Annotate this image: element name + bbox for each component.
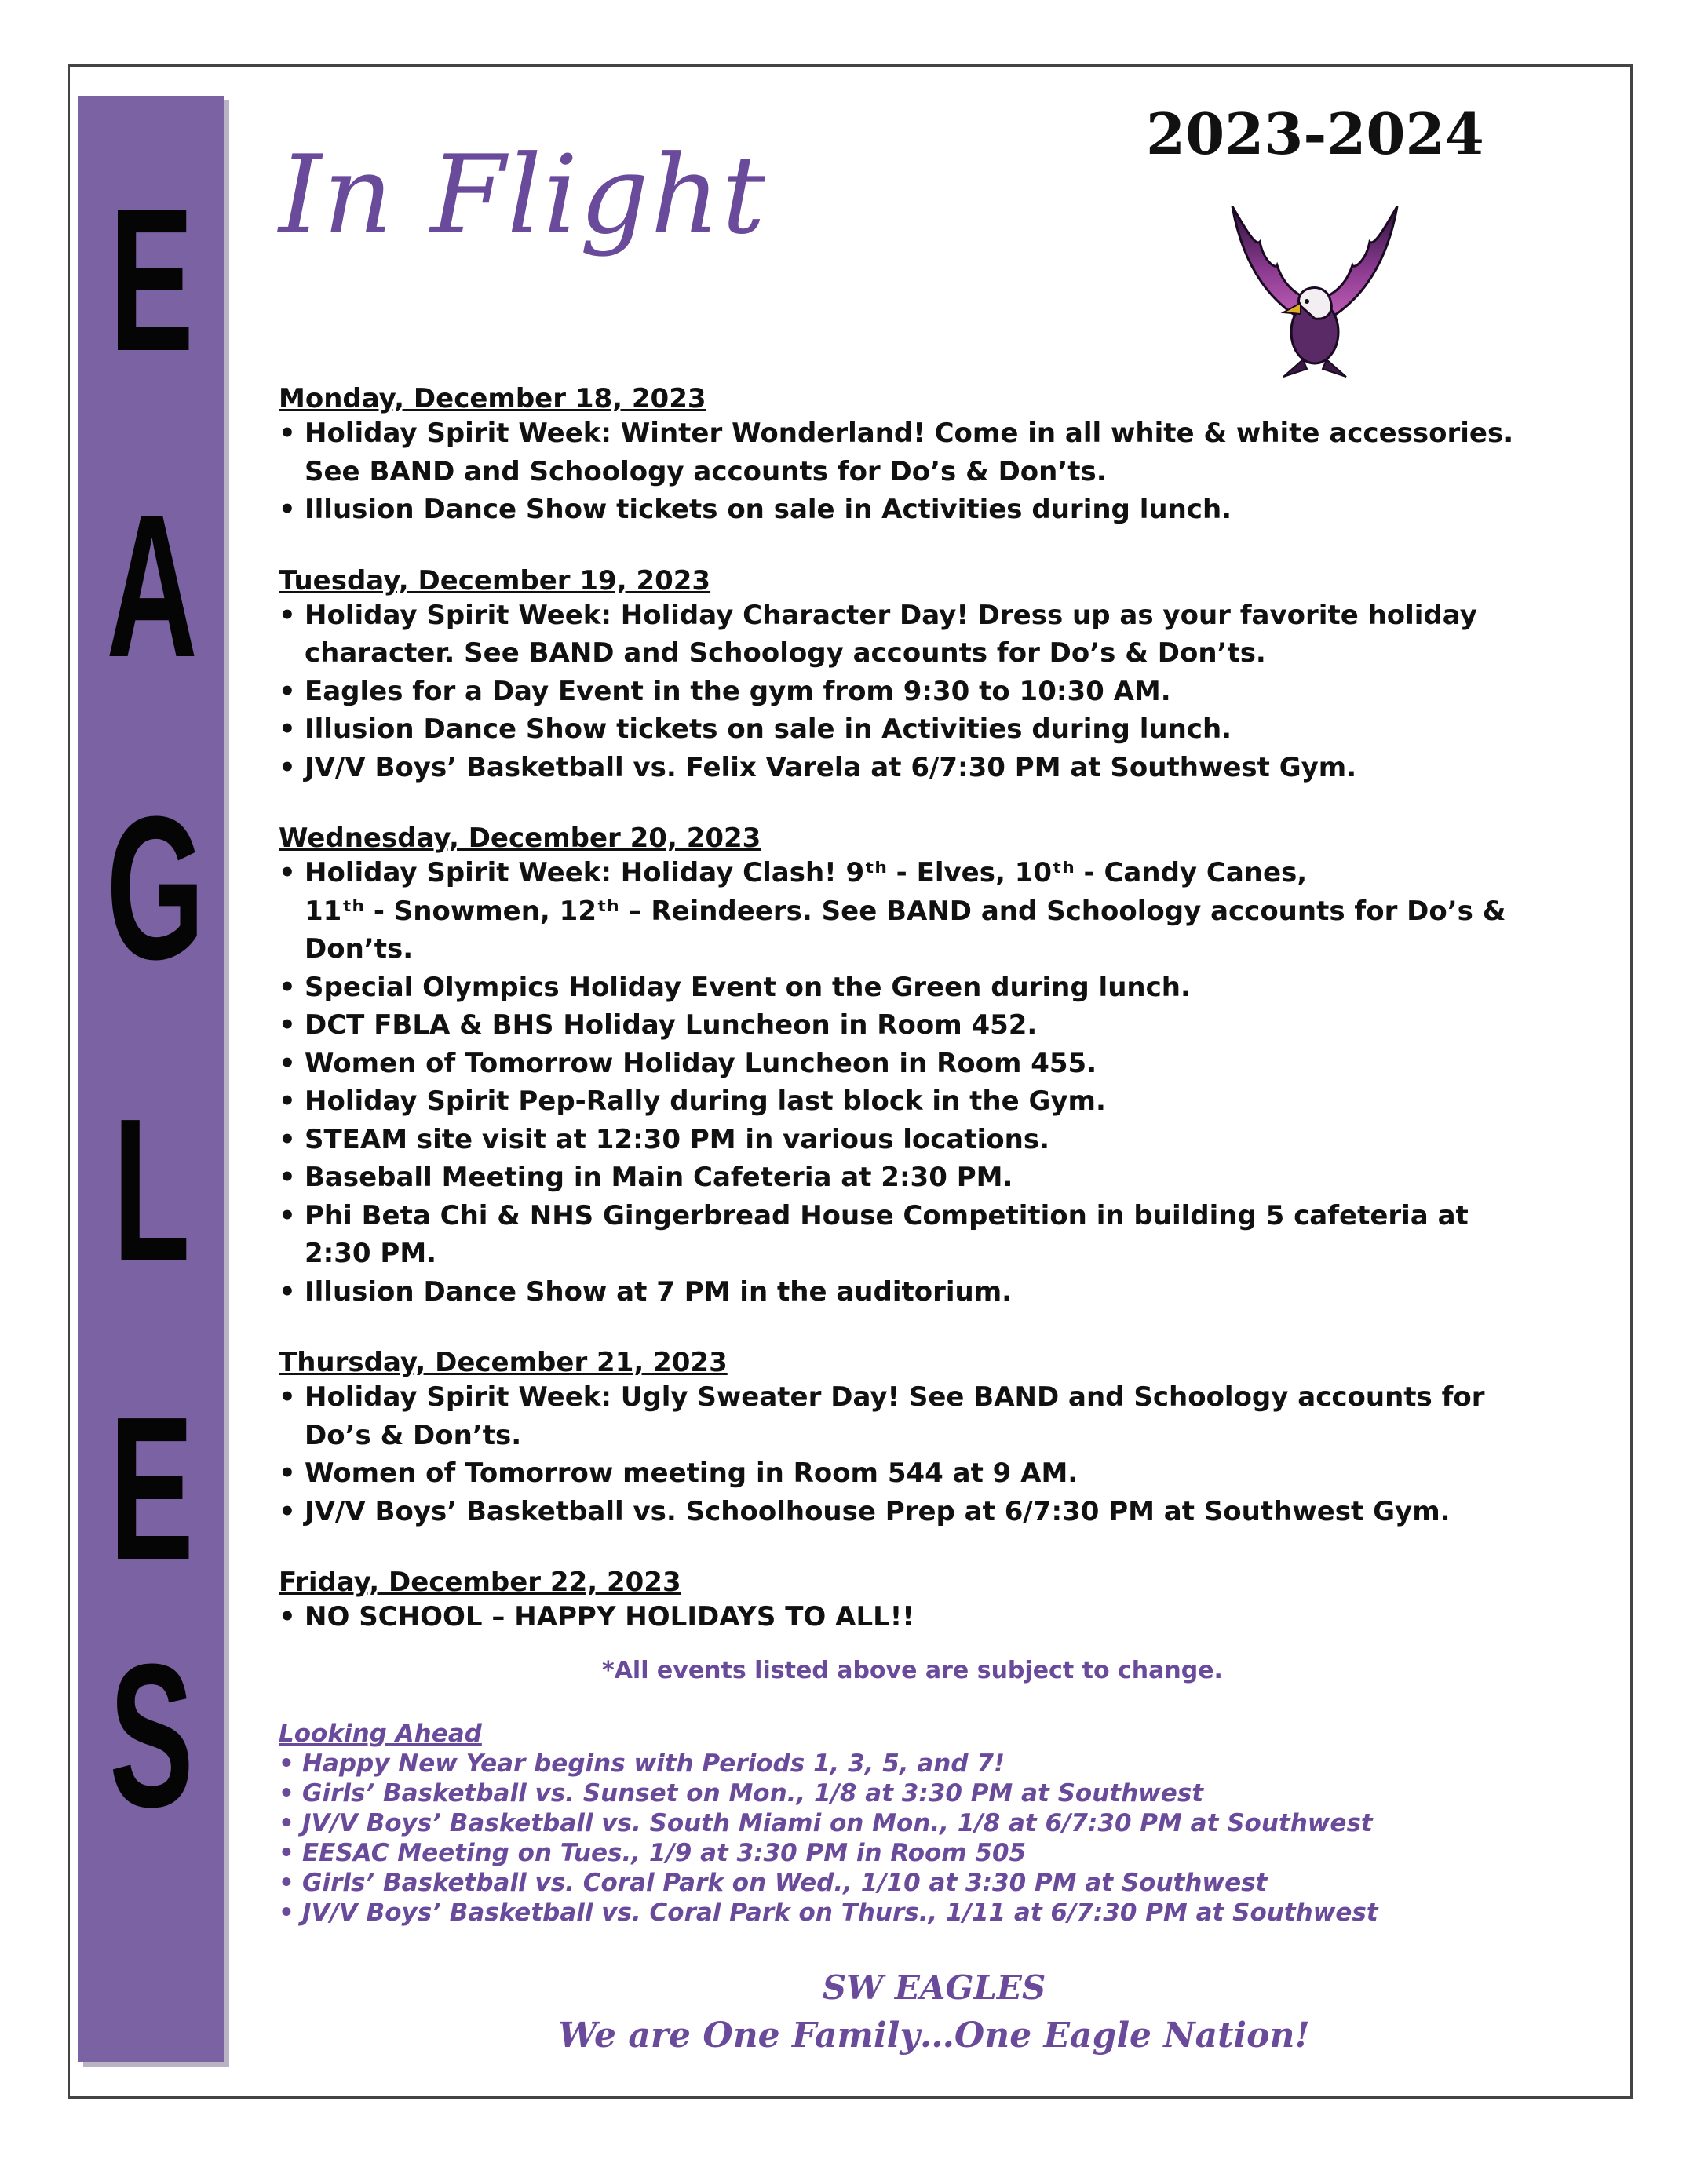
day-section (279, 565, 1574, 787)
event-item: • DCT FBLA & BHS Holiday Luncheon in Room 452. (279, 1006, 1574, 1045)
footer-school-name: SW EAGLES (822, 1968, 1046, 2007)
looking-ahead-item: • JV/V Boys’ Basketball vs. South Miami on Mon., 1/8 at 6/7:30 PM at Southwest (279, 1808, 1574, 1838)
event-list (279, 596, 1574, 787)
eagle-icon (1228, 202, 1401, 383)
looking-ahead-item: • EESAC Meeting on Tues., 1/9 at 3:30 PM in Room 505 (279, 1838, 1574, 1868)
event-item: • JV/V Boys’ Basketball vs. Felix Varela at 6/7:30 PM at Southwest Gym. (279, 749, 1574, 787)
event-list (279, 1598, 1574, 1636)
day-heading: Thursday, December 21, 2023 (279, 1347, 728, 1378)
looking-ahead-item: • JV/V Boys’ Basketball vs. Coral Park on Thurs., 1/11 at 6/7:30 PM at Southwest (279, 1898, 1574, 1928)
disclaimer: *All events listed above are subject to change. (602, 1656, 1223, 1684)
newsletter-title: In Flight (279, 132, 767, 258)
sidebar-letter: E (109, 166, 194, 394)
event-item: • Baseball Meeting in Main Cafeteria at 2:30 PM. (279, 1158, 1574, 1197)
sidebar-letter: G (106, 775, 205, 1002)
school-year: 2023-2024 (1146, 100, 1484, 167)
event-list (279, 854, 1574, 1311)
day-section (279, 383, 1574, 529)
looking-ahead-list (279, 1749, 1574, 1928)
looking-ahead-item: • Girls’ Basketball vs. Coral Park on Wed., 1/10 at 3:30 PM at Southwest (279, 1868, 1574, 1898)
newsletter-content (279, 383, 1574, 1928)
day-section (279, 1347, 1574, 1530)
day-heading: Wednesday, December 20, 2023 (279, 823, 761, 854)
event-item: • Special Olympics Holiday Event on the Green during lunch. (279, 969, 1574, 1007)
event-item: • Holiday Spirit Week: Winter Wonderland! Come in all white & white accessories. See BAND and Schoology accounts for Do’s & Don’ts. (279, 414, 1574, 491)
event-item: • Women of Tomorrow Holiday Luncheon in Room 455. (279, 1045, 1574, 1083)
sidebar-letter: L (112, 1077, 191, 1304)
event-item: • Holiday Spirit Week: Holiday Character Day! Dress up as your favorite holiday character. See BAND and Schoology accounts for Do’s & Don’ts. (279, 596, 1574, 673)
event-item: • Women of Tomorrow meeting in Room 544 at 9 AM. (279, 1454, 1574, 1493)
event-item: • Illusion Dance Show tickets on sale in Activities during lunch. (279, 710, 1574, 749)
event-list (279, 414, 1574, 529)
event-item: • Phi Beta Chi & NHS Gingerbread House Competition in building 5 cafeteria at 2:30 PM. (279, 1197, 1574, 1273)
event-item: • Illusion Dance Show at 7 PM in the auditorium. (279, 1273, 1574, 1312)
event-item: • Holiday Spirit Week: Holiday Clash! 9ᵗʰ - Elves, 10ᵗʰ - Candy Canes, 11ᵗʰ - Snowmen, 12ᵗʰ – Reindeers. See BAND and Schoology accounts for Do’s & Don’ts. (279, 854, 1574, 969)
day-heading: Monday, December 18, 2023 (279, 383, 706, 414)
event-list (279, 1378, 1574, 1530)
looking-ahead-heading: Looking Ahead (279, 1719, 482, 1748)
sidebar-letter: S (109, 1622, 194, 1850)
footer-slogan: We are One Family…One Eagle Nation! (558, 2016, 1310, 2056)
looking-ahead-section (279, 1719, 1574, 1928)
event-item: • NO SCHOOL – HAPPY HOLIDAYS TO ALL!! (279, 1598, 1574, 1636)
day-section (279, 823, 1574, 1311)
event-item: • JV/V Boys’ Basketball vs. Schoolhouse Prep at 6/7:30 PM at Southwest Gym. (279, 1493, 1574, 1531)
eagles-sidebar (78, 96, 224, 2062)
event-item: • Holiday Spirit Week: Ugly Sweater Day! See BAND and Schoology accounts for Do’s & Don’ts. (279, 1378, 1574, 1454)
sidebar-letter: E (109, 1375, 194, 1603)
event-item: • Holiday Spirit Pep-Rally during last block in the Gym. (279, 1082, 1574, 1121)
event-item: • Illusion Dance Show tickets on sale in Activities during lunch. (279, 491, 1574, 529)
day-heading: Friday, December 22, 2023 (279, 1567, 681, 1598)
sidebar-letter: A (106, 472, 198, 700)
event-item: • Eagles for a Day Event in the gym from 9:30 to 10:30 AM. (279, 673, 1574, 711)
day-heading: Tuesday, December 19, 2023 (279, 564, 711, 596)
event-item: • STEAM site visit at 12:30 PM in various locations. (279, 1121, 1574, 1159)
day-section (279, 1567, 1574, 1636)
looking-ahead-item: • Happy New Year begins with Periods 1, 3, 5, and 7! (279, 1749, 1574, 1778)
looking-ahead-item: • Girls’ Basketball vs. Sunset on Mon., 1/8 at 3:30 PM at Southwest (279, 1778, 1574, 1808)
